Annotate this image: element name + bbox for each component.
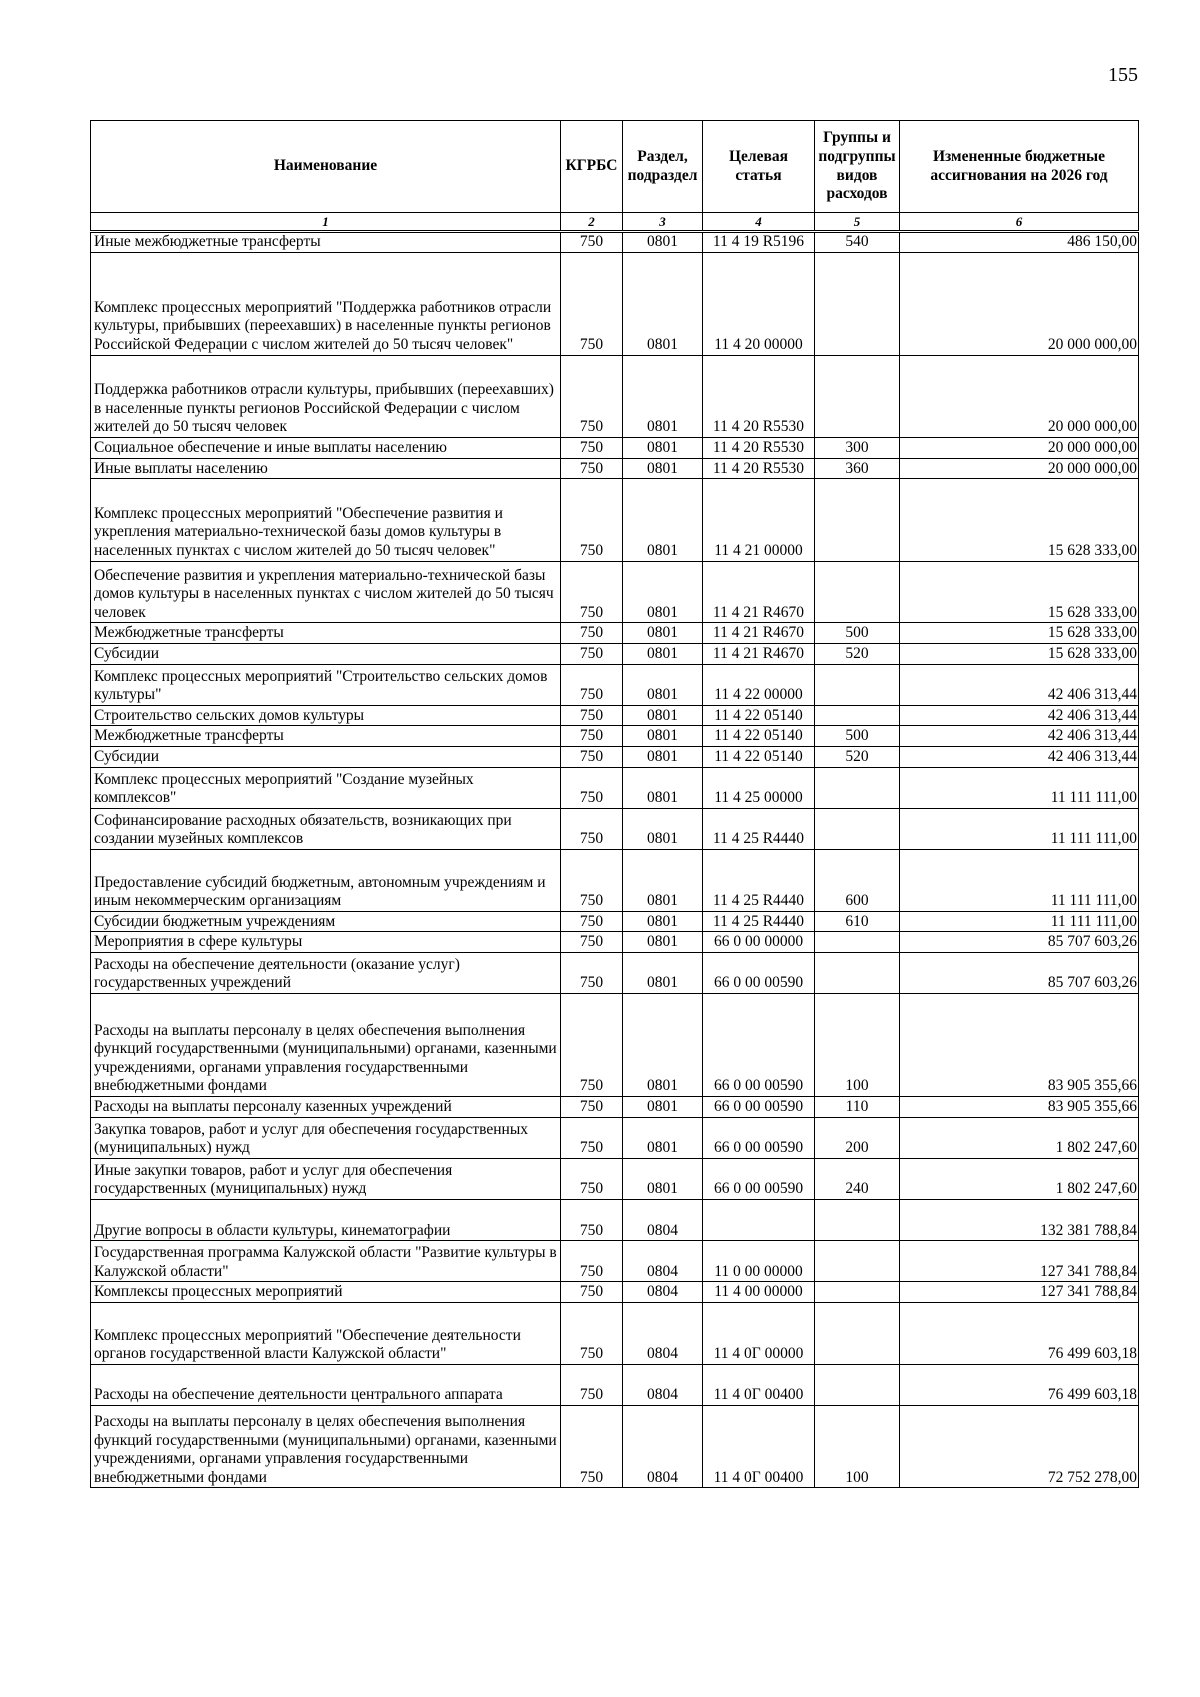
row-amount: 15 628 333,00 [900, 623, 1139, 644]
row-amount: 11 111 111,00 [900, 849, 1139, 911]
row-target: 66 0 00 00000 [703, 932, 815, 953]
row-group: 240 [815, 1158, 900, 1199]
row-group: 200 [815, 1117, 900, 1158]
row-target: 11 4 20 R5530 [703, 437, 815, 458]
row-group: 600 [815, 849, 900, 911]
row-group [815, 932, 900, 953]
row-section: 0801 [623, 232, 703, 253]
row-name: Расходы на выплаты персоналу в целях обеспечения выполнения функций государственными (муниципальными) органами, казенными учреждениями, органами управления государственными внебюджетными фондами [91, 994, 561, 1097]
row-name: Социальное обеспечение и иные выплаты населению [91, 437, 561, 458]
row-target: 11 4 21 00000 [703, 479, 815, 561]
row-kgrbs: 750 [561, 664, 623, 705]
row-target: 11 4 22 05140 [703, 746, 815, 767]
table-row [91, 1303, 1139, 1365]
row-amount: 11 111 111,00 [900, 911, 1139, 932]
row-amount: 20 000 000,00 [900, 355, 1139, 437]
row-section: 0801 [623, 664, 703, 705]
row-target [703, 1200, 815, 1241]
row-section: 0801 [623, 911, 703, 932]
row-name: Комплекс процессных мероприятий "Строительство сельских домов культуры" [91, 664, 561, 705]
row-name: Межбюджетные трансферты [91, 726, 561, 747]
row-amount: 132 381 788,84 [900, 1200, 1139, 1241]
row-amount: 83 905 355,66 [900, 994, 1139, 1097]
row-kgrbs: 750 [561, 1303, 623, 1365]
table-row [91, 911, 1139, 932]
table-row [91, 1158, 1139, 1199]
row-target: 11 0 00 00000 [703, 1241, 815, 1282]
row-group: 360 [815, 458, 900, 479]
row-kgrbs: 750 [561, 1405, 623, 1487]
row-group: 500 [815, 726, 900, 747]
row-name: Закупка товаров, работ и услуг для обеспечения государственных (муниципальных) нужд [91, 1117, 561, 1158]
row-group [815, 479, 900, 561]
row-name: Комплекс процессных мероприятий "Поддержка работников отрасли культуры, прибывших (переехавших) в населенные пункты регионов Российской Федерации с числом жителей до 50 тысяч человек" [91, 252, 561, 355]
row-kgrbs: 750 [561, 1241, 623, 1282]
row-kgrbs: 750 [561, 808, 623, 849]
row-section: 0804 [623, 1241, 703, 1282]
row-target: 11 4 20 R5530 [703, 355, 815, 437]
column-number: 2 [561, 213, 623, 232]
row-section: 0801 [623, 952, 703, 993]
row-section: 0801 [623, 479, 703, 561]
row-amount: 42 406 313,44 [900, 726, 1139, 747]
row-kgrbs: 750 [561, 705, 623, 726]
row-kgrbs: 750 [561, 479, 623, 561]
table-row [91, 767, 1139, 808]
row-group: 610 [815, 911, 900, 932]
row-section: 0801 [623, 1097, 703, 1118]
table-row [91, 808, 1139, 849]
row-name: Расходы на обеспечение деятельности (оказание услуг) государственных учреждений [91, 952, 561, 993]
row-group: 520 [815, 746, 900, 767]
row-kgrbs: 750 [561, 437, 623, 458]
row-kgrbs: 750 [561, 1158, 623, 1199]
row-kgrbs: 750 [561, 1282, 623, 1303]
row-section: 0804 [623, 1364, 703, 1405]
table-row [91, 232, 1139, 253]
header-kgrbs: КГРБС [561, 121, 623, 213]
table-row [91, 1097, 1139, 1118]
row-name: Иные межбюджетные трансферты [91, 232, 561, 253]
row-section: 0801 [623, 643, 703, 664]
column-number: 1 [91, 213, 561, 232]
row-name: Субсидии бюджетным учреждениям [91, 911, 561, 932]
budget-table [90, 120, 1139, 1488]
column-number: 4 [703, 213, 815, 232]
row-group [815, 1364, 900, 1405]
row-target: 11 4 25 R4440 [703, 808, 815, 849]
row-section: 0801 [623, 849, 703, 911]
row-group: 110 [815, 1097, 900, 1118]
table-row [91, 437, 1139, 458]
row-name: Другие вопросы в области культуры, кинематографии [91, 1200, 561, 1241]
row-amount: 1 802 247,60 [900, 1117, 1139, 1158]
row-name: Расходы на выплаты персоналу в целях обеспечения выполнения функций государственными (муниципальными) органами, казенными учреждениями, органами управления государственными внебюджетными фондами [91, 1405, 561, 1487]
row-amount: 42 406 313,44 [900, 746, 1139, 767]
row-amount: 15 628 333,00 [900, 561, 1139, 623]
row-group [815, 808, 900, 849]
row-target: 66 0 00 00590 [703, 1158, 815, 1199]
row-kgrbs: 750 [561, 643, 623, 664]
table-row [91, 479, 1139, 561]
row-kgrbs: 750 [561, 252, 623, 355]
row-group [815, 252, 900, 355]
row-target: 11 4 25 R4440 [703, 849, 815, 911]
row-section: 0801 [623, 994, 703, 1097]
row-group [815, 1200, 900, 1241]
row-section: 0804 [623, 1282, 703, 1303]
row-section: 0801 [623, 1158, 703, 1199]
row-group [815, 952, 900, 993]
table-row [91, 561, 1139, 623]
row-target: 11 4 25 00000 [703, 767, 815, 808]
row-name: Мероприятия в сфере культуры [91, 932, 561, 953]
row-group [815, 767, 900, 808]
row-target: 11 4 22 05140 [703, 705, 815, 726]
table-row [91, 952, 1139, 993]
row-kgrbs: 750 [561, 726, 623, 747]
row-amount: 15 628 333,00 [900, 479, 1139, 561]
row-name: Комплекс процессных мероприятий "Обеспечение деятельности органов государственной власти Калужской области" [91, 1303, 561, 1365]
row-target: 11 4 0Г 00400 [703, 1364, 815, 1405]
row-section: 0801 [623, 561, 703, 623]
row-section: 0801 [623, 746, 703, 767]
row-group: 500 [815, 623, 900, 644]
table-header-row [91, 121, 1139, 213]
column-number-row [91, 213, 1139, 232]
row-kgrbs: 750 [561, 932, 623, 953]
row-target: 11 4 21 R4670 [703, 561, 815, 623]
row-amount: 15 628 333,00 [900, 643, 1139, 664]
row-kgrbs: 750 [561, 746, 623, 767]
row-name: Поддержка работников отрасли культуры, прибывших (переехавших) в населенные пункты регионов Российской Федерации с числом жителей до 50 тысяч человек [91, 355, 561, 437]
table-row [91, 1364, 1139, 1405]
table-row [91, 252, 1139, 355]
header-name: Наименование [91, 121, 561, 213]
table-row [91, 1117, 1139, 1158]
row-section: 0801 [623, 705, 703, 726]
header-section: Раздел, подраздел [623, 121, 703, 213]
row-name: Предоставление субсидий бюджетным, автономным учреждениям и иным некоммерческим организациям [91, 849, 561, 911]
row-name: Расходы на выплаты персоналу казенных учреждений [91, 1097, 561, 1118]
row-section: 0801 [623, 252, 703, 355]
row-amount: 85 707 603,26 [900, 952, 1139, 993]
row-section: 0804 [623, 1405, 703, 1487]
row-amount: 42 406 313,44 [900, 664, 1139, 705]
row-kgrbs: 750 [561, 232, 623, 253]
row-group: 100 [815, 994, 900, 1097]
row-target: 11 4 25 R4440 [703, 911, 815, 932]
row-target: 66 0 00 00590 [703, 1097, 815, 1118]
row-section: 0801 [623, 932, 703, 953]
table-row [91, 458, 1139, 479]
header-target: Целевая статья [703, 121, 815, 213]
row-name: Расходы на обеспечение деятельности центрального аппарата [91, 1364, 561, 1405]
column-number: 5 [815, 213, 900, 232]
row-group: 300 [815, 437, 900, 458]
row-kgrbs: 750 [561, 767, 623, 808]
row-name: Комплекс процессных мероприятий "Обеспечение развития и укрепления материально-технической базы домов культуры в населенных пунктах с числом жителей до 50 тысяч человек" [91, 479, 561, 561]
row-kgrbs: 750 [561, 1117, 623, 1158]
row-amount: 20 000 000,00 [900, 252, 1139, 355]
row-kgrbs: 750 [561, 911, 623, 932]
row-amount: 1 802 247,60 [900, 1158, 1139, 1199]
row-section: 0804 [623, 1200, 703, 1241]
row-kgrbs: 750 [561, 458, 623, 479]
row-amount: 42 406 313,44 [900, 705, 1139, 726]
table-row [91, 994, 1139, 1097]
row-name: Комплексы процессных мероприятий [91, 1282, 561, 1303]
row-target: 11 4 0Г 00400 [703, 1405, 815, 1487]
table-row [91, 849, 1139, 911]
table-row [91, 932, 1139, 953]
row-kgrbs: 750 [561, 1097, 623, 1118]
table-row [91, 623, 1139, 644]
table-row [91, 1282, 1139, 1303]
row-amount: 11 111 111,00 [900, 767, 1139, 808]
row-kgrbs: 750 [561, 355, 623, 437]
row-kgrbs: 750 [561, 623, 623, 644]
row-section: 0801 [623, 726, 703, 747]
row-name: Субсидии [91, 746, 561, 767]
row-group [815, 1282, 900, 1303]
table-row [91, 355, 1139, 437]
row-amount: 11 111 111,00 [900, 808, 1139, 849]
row-section: 0804 [623, 1303, 703, 1365]
row-target: 11 4 20 00000 [703, 252, 815, 355]
table-row [91, 1200, 1139, 1241]
row-kgrbs: 750 [561, 952, 623, 993]
row-section: 0801 [623, 1117, 703, 1158]
row-name: Софинансирование расходных обязательств, возникающих при создании музейных комплексов [91, 808, 561, 849]
row-group: 540 [815, 232, 900, 253]
row-target: 11 4 20 R5530 [703, 458, 815, 479]
row-kgrbs: 750 [561, 561, 623, 623]
row-amount: 127 341 788,84 [900, 1282, 1139, 1303]
page-number: 155 [1108, 64, 1138, 86]
row-target: 11 4 21 R4670 [703, 623, 815, 644]
row-target: 66 0 00 00590 [703, 1117, 815, 1158]
table-row [91, 726, 1139, 747]
header-groups: Группы и подгруппы видов расходов [815, 121, 900, 213]
row-group: 100 [815, 1405, 900, 1487]
row-amount: 486 150,00 [900, 232, 1139, 253]
row-name: Иные выплаты населению [91, 458, 561, 479]
header-amount: Измененные бюджетные ассигнования на 2026 год [900, 121, 1139, 213]
row-target: 11 4 19 R5196 [703, 232, 815, 253]
row-section: 0801 [623, 355, 703, 437]
row-group [815, 1241, 900, 1282]
row-section: 0801 [623, 767, 703, 808]
row-name: Строительство сельских домов культуры [91, 705, 561, 726]
row-amount: 85 707 603,26 [900, 932, 1139, 953]
table-row [91, 643, 1139, 664]
table-body [91, 232, 1139, 1488]
row-target: 11 4 0Г 00000 [703, 1303, 815, 1365]
row-group: 520 [815, 643, 900, 664]
row-group [815, 664, 900, 705]
row-group [815, 355, 900, 437]
row-name: Субсидии [91, 643, 561, 664]
row-amount: 20 000 000,00 [900, 458, 1139, 479]
table-row [91, 705, 1139, 726]
row-name: Комплекс процессных мероприятий "Создание музейных комплексов" [91, 767, 561, 808]
column-number: 6 [900, 213, 1139, 232]
row-kgrbs: 750 [561, 994, 623, 1097]
row-amount: 76 499 603,18 [900, 1364, 1139, 1405]
row-section: 0801 [623, 808, 703, 849]
row-target: 11 4 22 05140 [703, 726, 815, 747]
row-section: 0801 [623, 458, 703, 479]
row-section: 0801 [623, 437, 703, 458]
table-row [91, 1405, 1139, 1487]
row-name: Обеспечение развития и укрепления материально-технической базы домов культуры в населенных пунктах с числом жителей до 50 тысяч человек [91, 561, 561, 623]
row-kgrbs: 750 [561, 849, 623, 911]
row-name: Межбюджетные трансферты [91, 623, 561, 644]
table-row [91, 746, 1139, 767]
row-target: 66 0 00 00590 [703, 994, 815, 1097]
row-kgrbs: 750 [561, 1364, 623, 1405]
row-amount: 76 499 603,18 [900, 1303, 1139, 1365]
table-row [91, 1241, 1139, 1282]
row-name: Государственная программа Калужской области "Развитие культуры в Калужской области" [91, 1241, 561, 1282]
row-target: 11 4 21 R4670 [703, 643, 815, 664]
row-amount: 20 000 000,00 [900, 437, 1139, 458]
row-target: 11 4 22 00000 [703, 664, 815, 705]
row-kgrbs: 750 [561, 1200, 623, 1241]
row-group [815, 561, 900, 623]
row-target: 11 4 00 00000 [703, 1282, 815, 1303]
table-row [91, 664, 1139, 705]
row-amount: 83 905 355,66 [900, 1097, 1139, 1118]
row-name: Иные закупки товаров, работ и услуг для обеспечения государственных (муниципальных) нужд [91, 1158, 561, 1199]
row-group [815, 1303, 900, 1365]
column-number: 3 [623, 213, 703, 232]
row-target: 66 0 00 00590 [703, 952, 815, 993]
row-group [815, 705, 900, 726]
row-amount: 127 341 788,84 [900, 1241, 1139, 1282]
row-section: 0801 [623, 623, 703, 644]
row-amount: 72 752 278,00 [900, 1405, 1139, 1487]
